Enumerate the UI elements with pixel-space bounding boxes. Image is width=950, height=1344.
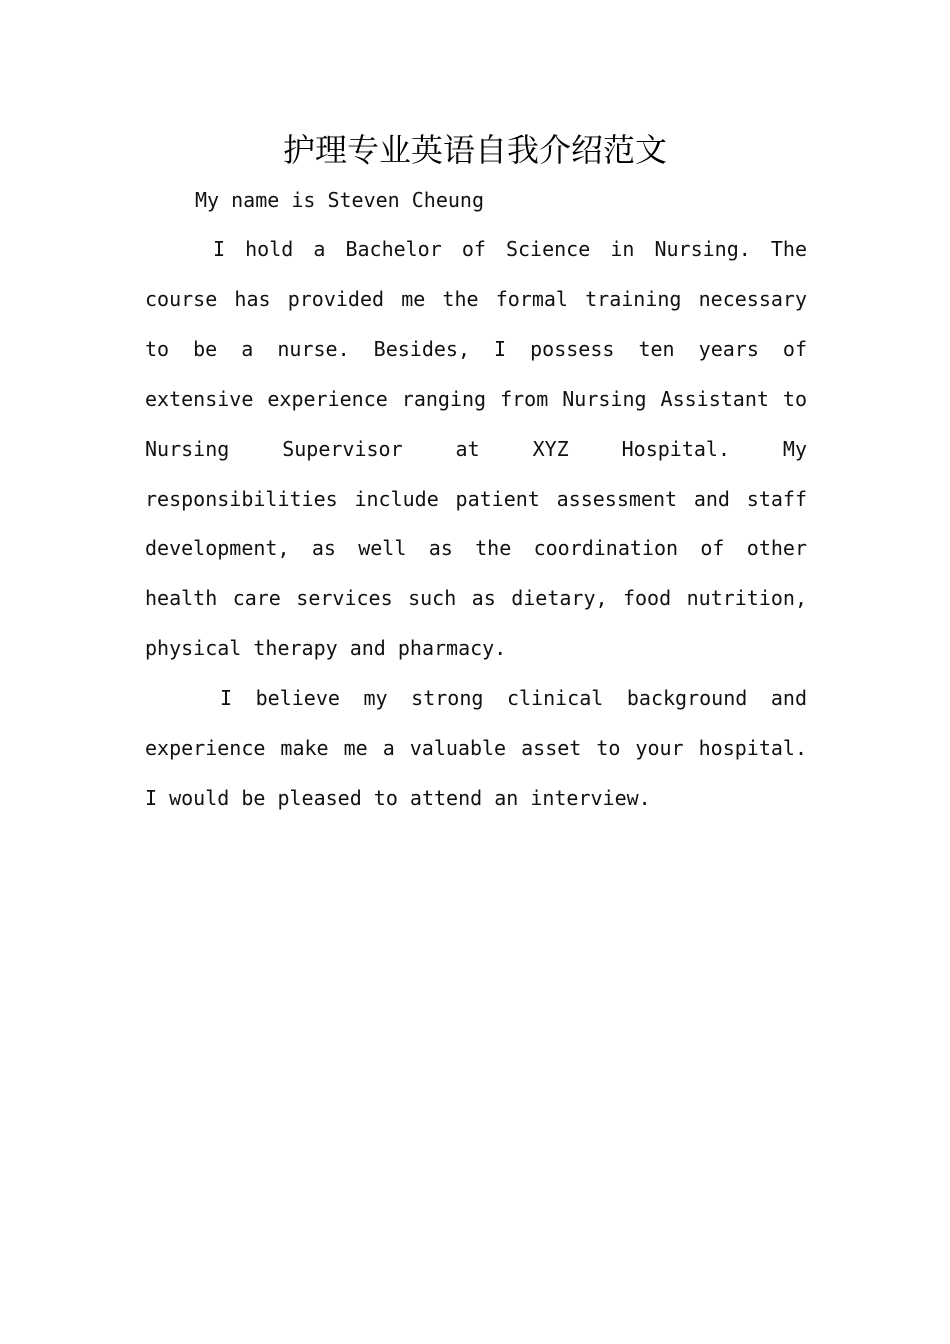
paragraph-closing: I believe my strong clinical background and experience make me a valuable asset to your hospital. I would be pleased to attend an interview. xyxy=(145,686,807,810)
page-title: 护理专业英语自我介绍范文 xyxy=(282,131,667,169)
name-line: My name is Steven Cheung xyxy=(195,188,484,212)
paragraph-qualifications: I hold a Bachelor of Science in Nursing. The course has provided me the formal training necessary to be a nurse. Besides, I possess ten years of extensive experience ranging from Nursing Assistant to Nursing Supervisor at XYZ Hospital. My responsibilities include patient assessment and staff development, as well as the coordination of other health care services such as dietary, food nutrition, physical therapy and pharmacy. xyxy=(145,237,807,661)
